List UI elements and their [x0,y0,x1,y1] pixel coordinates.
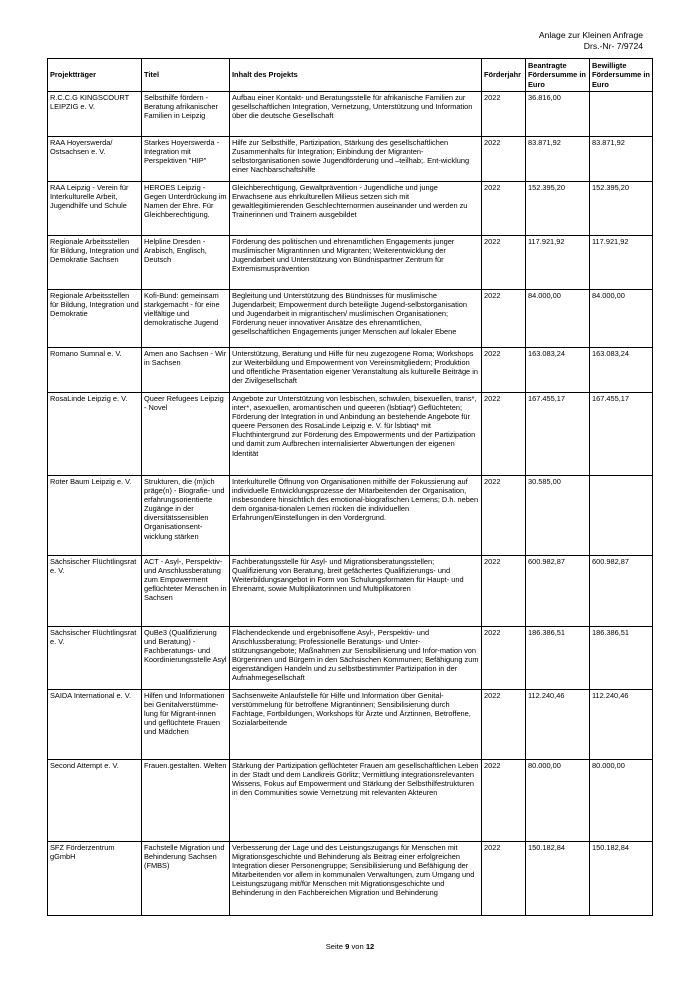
table-row [48,236,653,290]
table-row [48,627,653,690]
cell-bewilligt: 163.083,24 [590,348,653,393]
document-header [539,30,643,52]
cell-beantragt: 117.921,92 [526,236,590,290]
table-row [48,92,653,137]
cell-inhalt: Interkulturelle Öffnung von Organisationen mithilfe der Fokussierung auf individuelle Entwicklungsprozesse der Mitarbeitenden der Organisation, insbesondere hinsichtlich des emotional-biografischen Lernens; D.h. neben dem organisa-tionalen Lernen rücken die individuellen Erfahrungen/Einstellungen in den Vordergrund. [230,476,482,556]
cell-traeger: RosaLinde Leipzig e. V. [48,393,142,476]
cell-traeger: Regionale Arbeitsstellen für Bildung, Integration und Demokratie Sachsen [48,236,142,290]
cell-traeger: RAA Leipzig - Verein für Interkulturelle Arbeit, Jugendhilfe und Schule [48,182,142,236]
cell-traeger: R.C.C.G KINGSCOURT LEIPZIG e. V. [48,92,142,137]
cell-beantragt: 163.083,24 [526,348,590,393]
cell-bewilligt: 117.921,92 [590,236,653,290]
cell-jahr: 2022 [482,182,526,236]
cell-inhalt: Begleitung und Unterstützung des Bündnisses für muslimische Jugendarbeit; Empowerment durch beteiligte Jugend-selbstorganisation und Jugendarbeit in migrantischen/ muslimischen Organisationen; Förderung neuer innovativer Ansätze des ehrenamtlichen, gesellschaftlichen Engagements junger Menschen auf lokaler Ebene [230,290,482,348]
table-row [48,348,653,393]
cell-inhalt: Angebote zur Unterstützung von lesbischen, schwulen, bisexuellen, trans*, inter*, asexuellen, aromantischen und queeren (lsbtiaq*) Geflüchteten; Förderung der Integration in und Anbindung an bestehende Angebote für queere Personen des RosaLinde Leipzig e. V. für lsbtiaq* mit Fluchthintergrund zur Förderung des Empowerments und der Partizipation und damit zum Aufbrechen internalisierter Abwertungen der eigenen Identität [230,393,482,476]
cell-beantragt: 36.816,00 [526,92,590,137]
cell-titel: Frauen.gestalten. Welten [142,760,230,842]
funding-table [47,58,653,916]
cell-inhalt: Flächendeckende und ergebnisoffene Asyl-, Perspektiv- und Anschlussberatung; Professionelle Beratungs- und Unter-stützungsangebote; Maßnahmen zur Sensibilisierung und Infor-mation von Bürgerinnen und Bürgern in den Sächsischen Kommunen; Befähigung zum eigenständigen Handeln und zu selbstbestimmter Partizipation in der Aufnahmegesellschaft [230,627,482,690]
cell-beantragt: 150.182,84 [526,842,590,916]
column-header-titel: Titel [142,59,230,92]
table-row [48,690,653,760]
cell-titel: Queer Refugees Leipzig - Novel [142,393,230,476]
cell-beantragt: 186.386,51 [526,627,590,690]
cell-bewilligt [590,476,653,556]
cell-bewilligt: 167.455,17 [590,393,653,476]
cell-jahr: 2022 [482,92,526,137]
cell-jahr: 2022 [482,393,526,476]
cell-beantragt: 167.455,17 [526,393,590,476]
cell-titel: Starkes Hoyerswerda - Integration mit Perspektiven "HIP" [142,137,230,182]
column-header-bewilligt: Bewilligte Fördersumme in Euro [590,59,653,92]
cell-bewilligt: 80.000,00 [590,760,653,842]
table-header-row [48,59,653,92]
cell-inhalt: Förderung des politischen und ehrenamtlichen Engagements junger muslimischer Migrantinnen und Migranten; Weiterentwicklung der Jugendarbeit und Unterstützung von Bündnispartner Zentrum für Extremismusprävention [230,236,482,290]
cell-titel: Amen ano Sachsen - Wir in Sachsen [142,348,230,393]
cell-traeger: Regionale Arbeitsstellen für Bildung, Integration und Demokratie [48,290,142,348]
cell-traeger: RAA Hoyerswerda/ Ostsachsen e. V. [48,137,142,182]
cell-jahr: 2022 [482,627,526,690]
cell-bewilligt: 150.182,84 [590,842,653,916]
cell-inhalt: Gleichberechtigung, Gewaltprävention - Jugendliche und junge Erwachsene aus ehrkulturellen Milieus setzen sich mit gewaltlegitimierenden Geschlechternormen auseinander und werden zu Trainerinnen und Trainern ausgebildet [230,182,482,236]
table-row [48,137,653,182]
cell-jahr: 2022 [482,236,526,290]
cell-titel: HEROES Leipzig - Gegen Unterdrückung im Namen der Ehre. Für Gleichberechtigung. [142,182,230,236]
cell-traeger: Romano Sumnal e. V. [48,348,142,393]
cell-titel: Strukturen, die (m)ich präge(n) - Biografie- und erfahrungsorientierte Zugänge in der diversitätssensiblen Organisationsent-wicklung stärken [142,476,230,556]
cell-bewilligt: 112.240,46 [590,690,653,760]
cell-bewilligt: 152.395,20 [590,182,653,236]
cell-inhalt: Aufbau einer Kontakt- und Beratungsstelle für afrikanische Familien zur gesellschaftlichen Integration, Vernetzung, Unterstützung und Information über die deutsche Gesellschaft [230,92,482,137]
footer-total-pages: 12 [365,942,375,951]
cell-bewilligt: 600.982,87 [590,556,653,627]
cell-beantragt: 600.982,87 [526,556,590,627]
cell-traeger: Second Attempt e. V. [48,760,142,842]
cell-titel: ACT - Asyl-, Perspektiv- und Anschlussberatung zum Empowerment geflüchteter Menschen in Sachsen [142,556,230,627]
footer-middle: von [349,942,366,951]
cell-titel: Selbsthilfe fördern - Beratung afrikanischer Familien in Leipzig [142,92,230,137]
cell-traeger: Roter Baum Leipzig e. V. [48,476,142,556]
cell-bewilligt: 186.386,51 [590,627,653,690]
cell-beantragt: 80.000,00 [526,760,590,842]
cell-inhalt: Verbesserung der Lage und des Leistungszugangs für Menschen mit Migrationsgeschichte und Behinderung als Beitrag einer erfolgreichen Integration dieser Personengruppe; Sensibilisierung und Befähigung der Mitarbeitenden vor allem in kommunalen Verwaltungen, zum Umgang und Leistungszugang mit/für Menschen mit Migrationsgeschichte und Behinderung in den Fachbereichen Migration und Behinderung [230,842,482,916]
page-footer [0,942,700,951]
cell-titel: Hilfen und Informationen bei Genitalverstümme-lung für Migrant-innen und geflüchtete Frauen und Mädchen [142,690,230,760]
cell-bewilligt: 83.871,92 [590,137,653,182]
cell-beantragt: 84.000,00 [526,290,590,348]
cell-jahr: 2022 [482,137,526,182]
column-header-beantragt: Beantragte Fördersumme in Euro [526,59,590,92]
cell-beantragt: 30.585,00 [526,476,590,556]
cell-traeger: Sächsischer Flüchtlingsrat e. V. [48,556,142,627]
cell-inhalt: Hilfe zur Selbsthilfe, Partizipation, Stärkung des gesellschaftlichen Zusammenhalts für Integration; Einbindung der Migranten-selbstorganisationen sowie Jugendförderung und –teilhab;. Ent-wicklung einer Nachbarschaftshilfe [230,137,482,182]
cell-bewilligt [590,92,653,137]
cell-jahr: 2022 [482,556,526,627]
cell-traeger: SAIDA International e. V. [48,690,142,760]
cell-inhalt: Fachberatungsstelle für Asyl- und Migrationsberatungsstellen; Qualifizierung von Beratung, breit gefächertes Qualifizierungs- und Weiterbildungsangebot in Form von Schulungsformaten für Haupt- und Ehrenamt, sowie Multiplikatorinnen und Multiplikatoren [230,556,482,627]
cell-titel: Helpline Dresden - Arabisch, Englisch, Deutsch [142,236,230,290]
column-header-traeger: Projektträger [48,59,142,92]
cell-beantragt: 83.871,92 [526,137,590,182]
table-row [48,476,653,556]
table-row [48,760,653,842]
cell-jahr: 2022 [482,690,526,760]
cell-titel: Kofi-Bund: gemeinsam starkgemacht - für eine vielfältige und demokratische Jugend [142,290,230,348]
cell-jahr: 2022 [482,348,526,393]
cell-titel: QuBe3 (Qualifizierung und Beratung) - Fachberatungs- und Koordinierungsstelle Asyl [142,627,230,690]
cell-jahr: 2022 [482,476,526,556]
column-header-inhalt: Inhalt des Projekts [230,59,482,92]
column-header-foerderjahr: Förderjahr [482,59,526,92]
cell-inhalt: Unterstützung, Beratung und Hilfe für neu zugezogene Roma; Workshops zur Weiterbildung und Empowerment von Vereinsmitgliedern; Produktion und öffentliche Präsentation eigener Veranstaltung als kulturelle Beiträge in der Zivilgesellschaft [230,348,482,393]
table-row [48,842,653,916]
cell-bewilligt: 84.000,00 [590,290,653,348]
cell-beantragt: 152.395,20 [526,182,590,236]
footer-prefix: Seite [325,942,346,951]
table-row [48,393,653,476]
cell-jahr: 2022 [482,290,526,348]
cell-traeger: SFZ Förderzentrum gGmbH [48,842,142,916]
footer-current-page: 9 [345,942,350,951]
cell-titel: Fachstelle Migration und Behinderung Sachsen (FMBS) [142,842,230,916]
cell-inhalt: Stärkung der Partizipation geflüchteter Frauen am gesellschaftlichen Leben in der Stadt und dem Landkreis Görlitz; Vermittlung integrationsrelevanten Wissens, Fokus auf Empowerment und Stärkung der Selbsthilfestrukturen in den Communities sowie Vernetzung mit relevanten Akteuren [230,760,482,842]
header-line-attachment: Anlage zur Kleinen Anfrage [538,30,643,40]
table-row [48,556,653,627]
cell-jahr: 2022 [482,842,526,916]
cell-inhalt: Sachsenweite Anlaufstelle für Hilfe und Information über Genital-verstümmelung für betroffene Migrantinnen; Sensibilisierung durch Fachtage, Fortbildungen, Workshops für Ärzte und Ärztinnen, Betroffene, Sozialarbeitende [230,690,482,760]
cell-traeger: Sächsischer Flüchtlingsrat e. V. [48,627,142,690]
table-row [48,290,653,348]
cell-jahr: 2022 [482,760,526,842]
cell-beantragt: 112.240,46 [526,690,590,760]
table-row [48,182,653,236]
header-line-drucksache: Drs.-Nr- 7/9724 [583,41,643,51]
